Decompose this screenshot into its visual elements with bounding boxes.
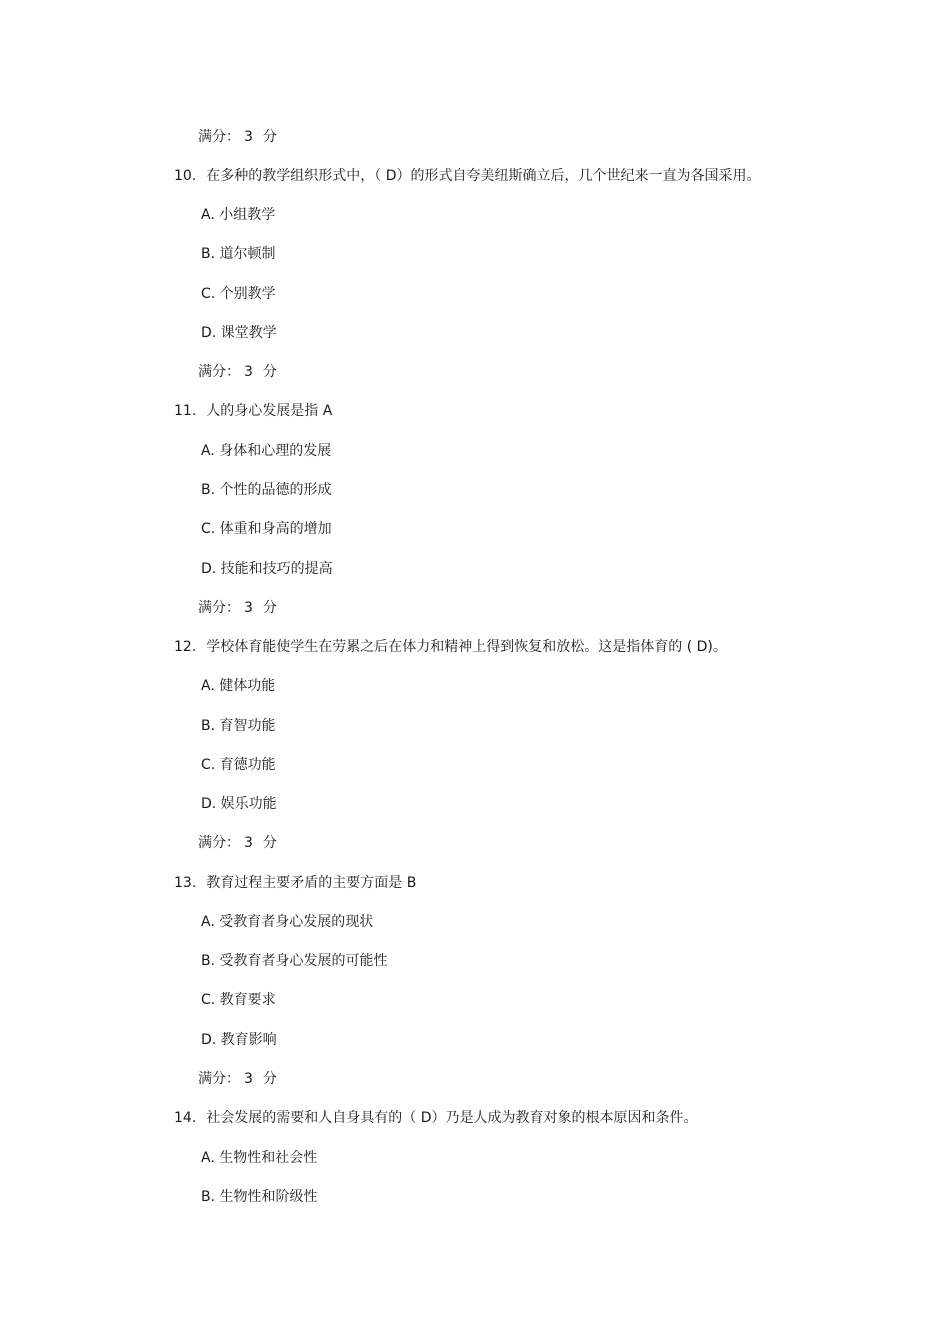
question-12 (174, 638, 727, 656)
option-c: C. 育德功能 (201, 757, 276, 773)
option-d: D. 教育影响 (201, 1032, 277, 1048)
question-text: 社会发展的需要和人自身具有的（ D）乃是人成为教育对象的根本原因和条件。 (206, 1110, 698, 1126)
question-13 (174, 874, 416, 892)
question-text: 教育过程主要矛盾的主要方面是 B (206, 875, 417, 891)
score-unit: 分 (262, 1071, 277, 1087)
question-10 (174, 167, 761, 185)
score-label: 满分： (198, 835, 240, 851)
score-unit: 分 (262, 364, 277, 380)
option-d: D. 课堂教学 (201, 325, 277, 341)
option-a: A. 受教育者身心发展的现状 (201, 914, 374, 930)
score-unit: 分 (262, 600, 277, 616)
question-11 (174, 402, 332, 420)
score-value: 3 (244, 1071, 253, 1087)
option-b: B. 道尔顿制 (201, 246, 276, 262)
score-unit: 分 (262, 835, 277, 851)
option-c: C. 体重和身高的增加 (201, 521, 332, 537)
question-text: 在多种的教学组织形式中，（ D）的形式自夸美纽斯确立后，几个世纪来一直为各国采用。 (206, 168, 761, 184)
score-line (198, 834, 277, 852)
score-label: 满分： (198, 600, 240, 616)
score-line (198, 128, 277, 146)
question-text: 学校体育能使学生在劳累之后在体力和精神上得到恢复和放松。这是指体育的 ( D)。 (206, 639, 727, 655)
score-value: 3 (244, 600, 253, 616)
question-number: 14. (174, 1110, 197, 1126)
option-c: C. 教育要求 (201, 992, 276, 1008)
option-b: B. 育智功能 (201, 718, 276, 734)
score-value: 3 (244, 364, 253, 380)
question-14 (174, 1109, 698, 1127)
question-number: 11. (174, 403, 197, 419)
option-a: A. 生物性和社会性 (201, 1150, 318, 1166)
score-line (198, 363, 277, 381)
score-label: 满分： (198, 1071, 240, 1087)
score-line (198, 1070, 277, 1088)
option-d: D. 技能和技巧的提高 (201, 561, 333, 577)
option-b: B. 受教育者身心发展的可能性 (201, 953, 388, 969)
option-b: B. 个性的品德的形成 (201, 482, 332, 498)
score-label: 满分： (198, 364, 240, 380)
option-a: A. 健体功能 (201, 678, 276, 694)
score-value: 3 (244, 835, 253, 851)
question-number: 13. (174, 875, 197, 891)
question-text: 人的身心发展是指 A (206, 403, 333, 419)
option-c: C. 个别教学 (201, 286, 276, 302)
option-a: A. 身体和心理的发展 (201, 443, 332, 459)
score-value: 3 (244, 129, 253, 145)
option-d: D. 娱乐功能 (201, 796, 277, 812)
score-line (198, 599, 277, 617)
question-number: 12. (174, 639, 197, 655)
option-a: A. 小组教学 (201, 207, 276, 223)
option-b: B. 生物性和阶级性 (201, 1189, 318, 1205)
score-unit: 分 (262, 129, 277, 145)
question-number: 10. (174, 168, 197, 184)
score-label: 满分： (198, 129, 240, 145)
